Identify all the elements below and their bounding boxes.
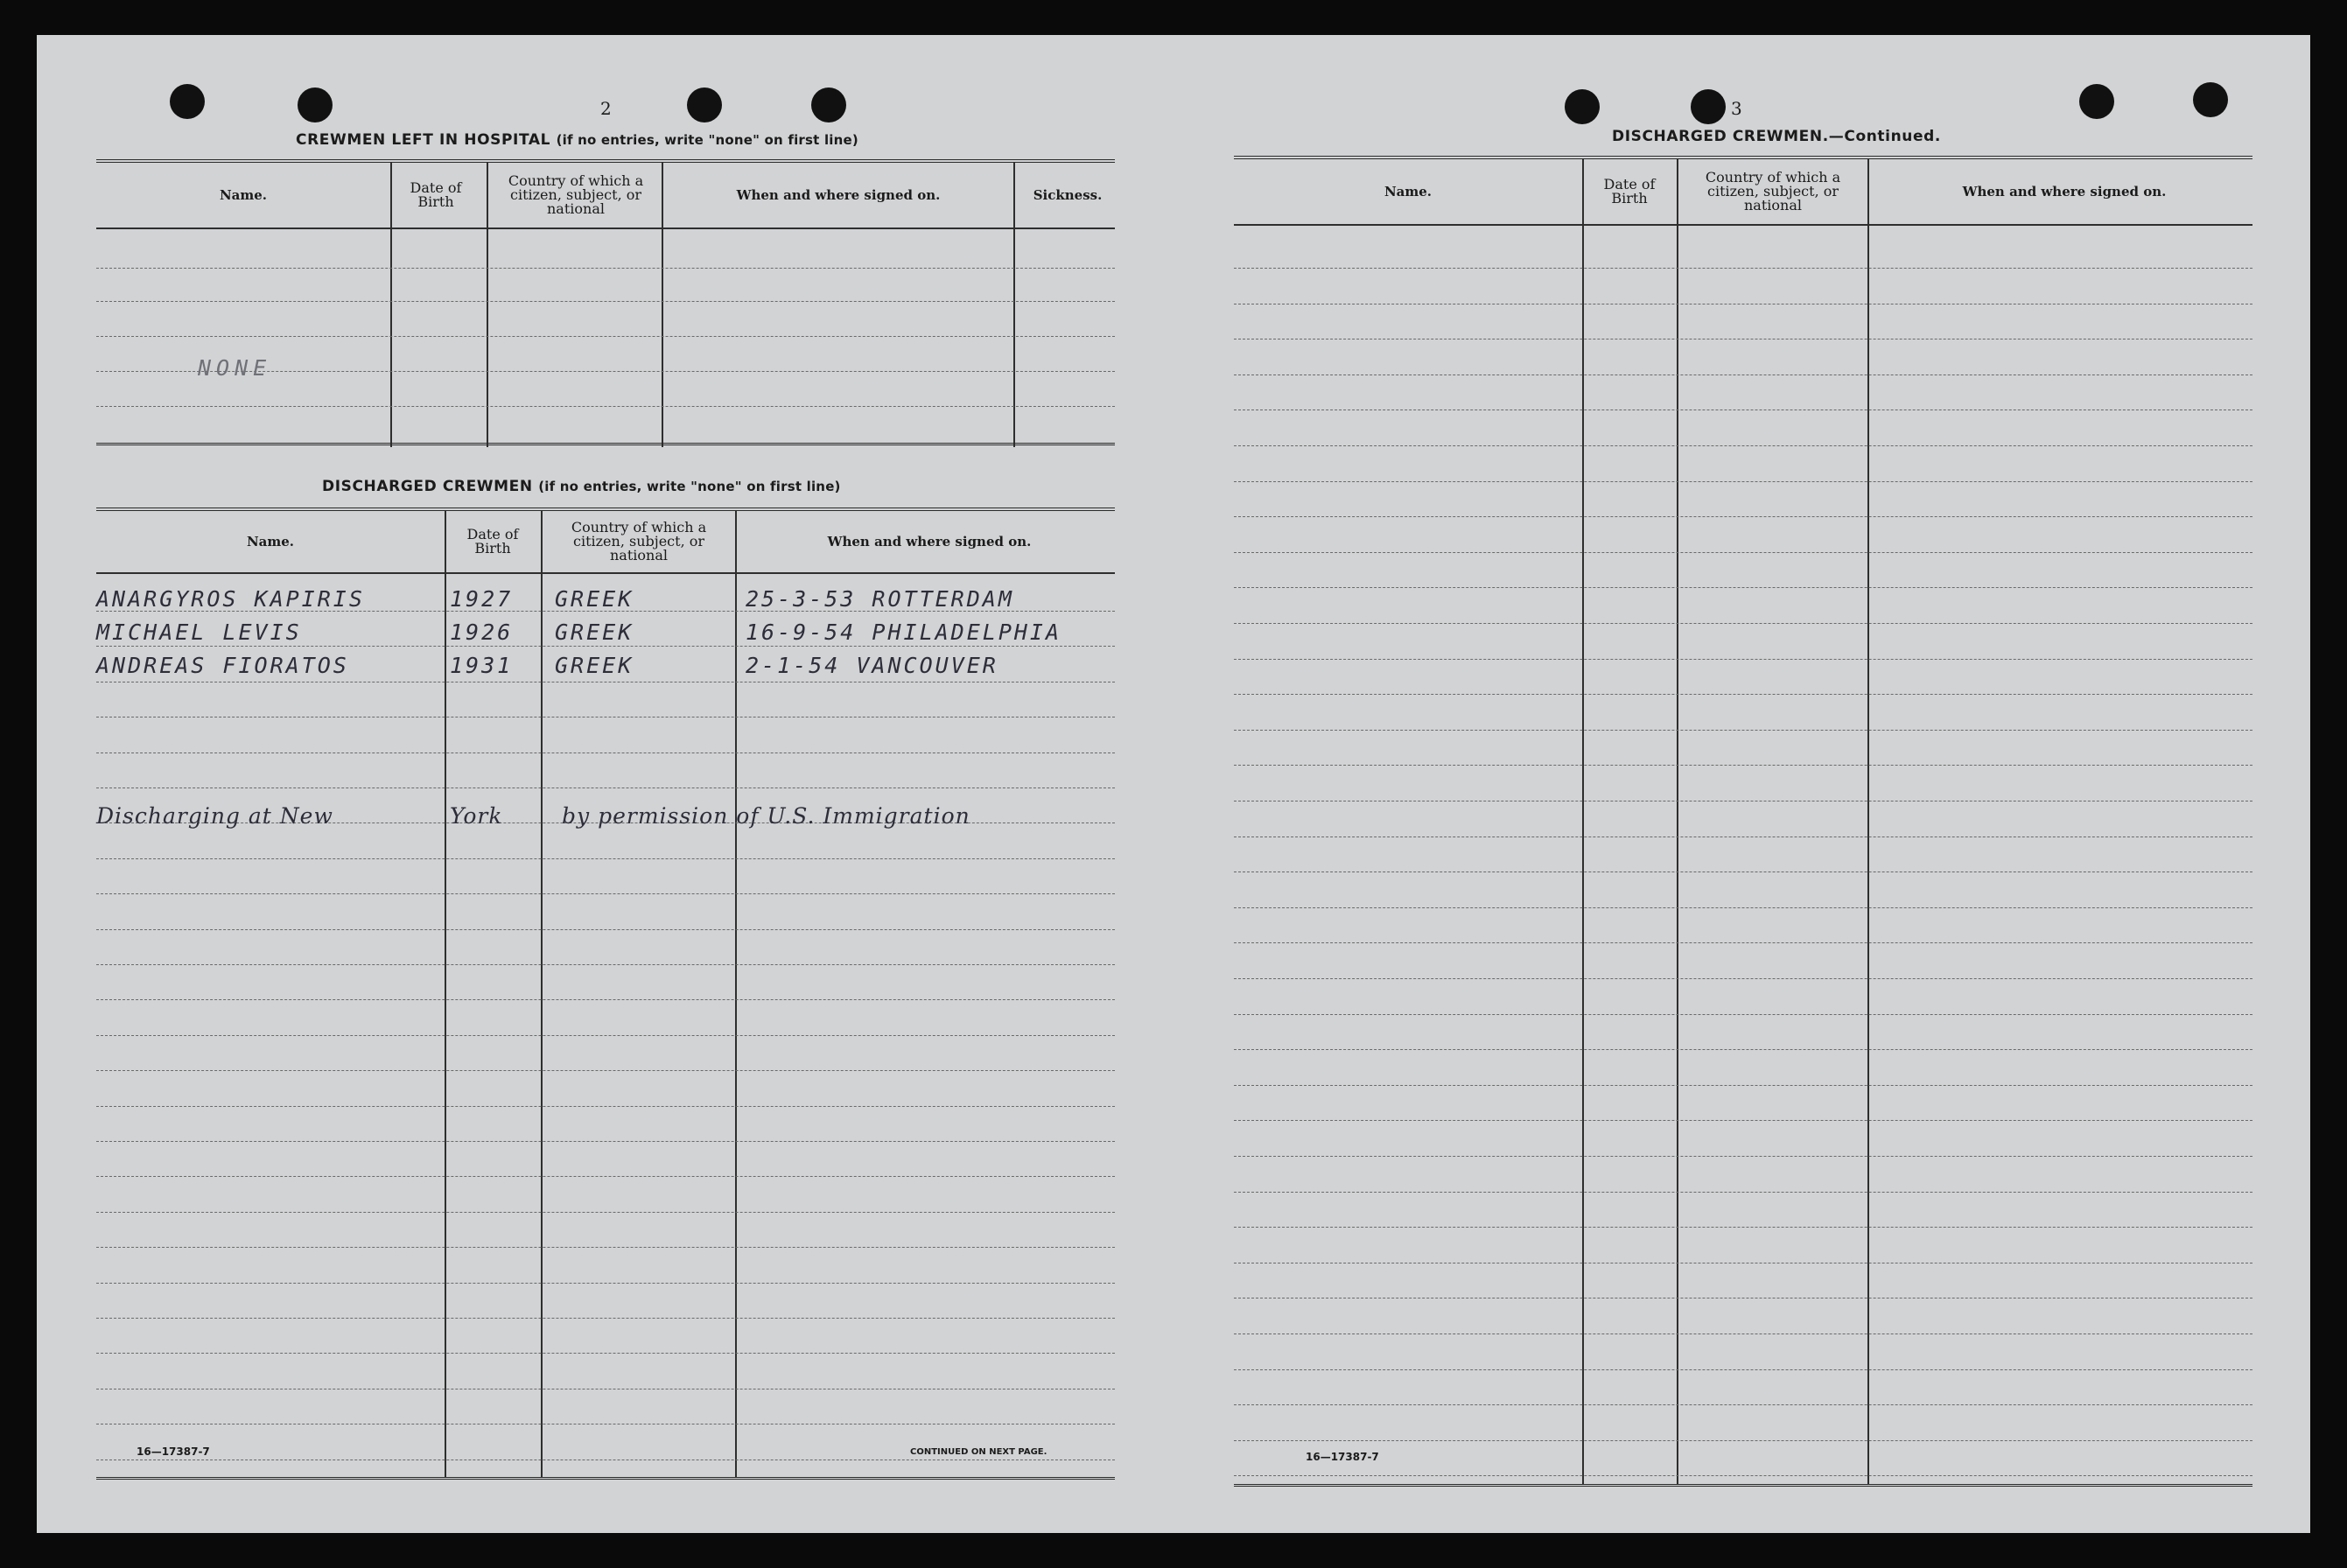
ruled-line: [96, 646, 1115, 647]
ruled-line: [1234, 1085, 2252, 1086]
col-header-birth: Date of Birth: [1603, 176, 1656, 206]
ruled-line: [1234, 1263, 2252, 1264]
ruled-line: [96, 858, 1115, 859]
remark-rest: by permission of U.S. Immigration: [562, 803, 970, 829]
ruled-line: [1234, 1156, 2252, 1157]
discharged-table: [96, 508, 1115, 1484]
remark-birth: York: [450, 803, 503, 829]
entry-signed: 25-3-53 ROTTERDAM: [746, 586, 1014, 612]
col-header-signed: When and where signed on.: [827, 533, 1032, 550]
punch-hole: [2193, 82, 2228, 117]
entry-birth: 1926: [450, 620, 514, 645]
ruled-line: [1234, 1049, 2252, 1050]
punch-hole: [687, 88, 722, 122]
ruled-line: [96, 999, 1115, 1000]
entry-name: ANARGYROS KAPIRIS: [96, 586, 365, 612]
ruled-line: [1234, 587, 2252, 588]
hospital-title: CREWMEN LEFT IN HOSPITAL: [296, 131, 551, 149]
punch-hole: [1565, 89, 1600, 124]
ruled-line: [1234, 374, 2252, 375]
ruled-line: [96, 893, 1115, 894]
entry-country: GREEK: [555, 653, 634, 678]
entry-country: GREEK: [555, 620, 634, 645]
ruled-line: [96, 1247, 1115, 1248]
ruled-line: [96, 1106, 1115, 1107]
ruled-line: [96, 964, 1115, 965]
hospital-table: [96, 159, 1115, 452]
ruled-line: [1234, 339, 2252, 340]
continued-note: CONTINUED ON NEXT PAGE.: [910, 1447, 1047, 1457]
punch-hole: [298, 88, 333, 122]
entry-name: MICHAEL LEVIS: [96, 620, 302, 645]
discharged-continued-table: [1234, 156, 2252, 1489]
ruled-line: [1234, 1440, 2252, 1441]
left-page: [37, 35, 1157, 1533]
punch-hole: [811, 88, 846, 122]
document-sheet: [37, 35, 2310, 1533]
entry-signed: 16-9-54 PHILADELPHIA: [746, 620, 1062, 645]
ruled-line: [96, 1318, 1115, 1319]
ruled-line: [96, 1035, 1115, 1036]
ruled-line: [1234, 1369, 2252, 1370]
ruled-line: [1234, 694, 2252, 695]
ruled-line: [96, 1212, 1115, 1213]
discharged-title: DISCHARGED CREWMEN: [322, 478, 533, 495]
ruled-line: [96, 929, 1115, 930]
ruled-line: [96, 1283, 1115, 1284]
page-number: 3: [1731, 98, 1742, 119]
punch-hole: [2079, 84, 2114, 119]
hospital-heading: [296, 131, 858, 149]
entry-name: ANDREAS FIORATOS: [96, 653, 349, 678]
ruled-line: [1234, 1192, 2252, 1193]
col-header-country: Country of which a citizen, subject, or national: [508, 172, 644, 217]
punch-hole: [1691, 89, 1726, 124]
ruled-line: [1234, 1120, 2252, 1121]
ruled-line: [1234, 978, 2252, 979]
punch-hole: [170, 84, 205, 119]
ruled-line: [1234, 1227, 2252, 1228]
discharged-heading: [322, 478, 841, 495]
ruled-line: [1234, 836, 2252, 837]
ruled-line: [1234, 730, 2252, 731]
ruled-line: [1234, 445, 2252, 446]
ruled-line: [1234, 801, 2252, 802]
ruled-line: [96, 1389, 1115, 1390]
ruled-line: [1234, 1404, 2252, 1405]
page-number: 2: [600, 98, 612, 119]
col-header-signed: When and where signed on.: [736, 186, 941, 203]
ruled-line: [1234, 942, 2252, 943]
entry-birth: 1931: [450, 653, 514, 678]
col-header-sickness: Sickness.: [1033, 186, 1103, 203]
right-page: [1192, 35, 2310, 1533]
ruled-line: [1234, 907, 2252, 908]
ruled-line: [96, 752, 1115, 753]
col-header-birth: Date of Birth: [410, 179, 462, 210]
form-number: 16—17387-7: [137, 1446, 210, 1458]
ruled-line: [96, 1176, 1115, 1177]
hospital-note: (if no entries, write "none" on first line): [556, 132, 858, 148]
ruled-line: [96, 717, 1115, 718]
ruled-line: [96, 1141, 1115, 1142]
form-number: 16—17387-7: [1306, 1451, 1379, 1463]
ruled-line: [1234, 481, 2252, 482]
continued-heading: DISCHARGED CREWMEN.—Continued.: [1612, 128, 1941, 145]
col-header-name: Name.: [1384, 183, 1433, 200]
ruled-line: [1234, 623, 2252, 624]
entry-country: GREEK: [555, 586, 634, 612]
col-header-name: Name.: [246, 533, 295, 550]
ruled-line: [1234, 1475, 2252, 1476]
ruled-line: [1234, 552, 2252, 553]
hospital-entry: NONE: [198, 355, 272, 381]
ruled-line: [1234, 659, 2252, 660]
ruled-line: [1234, 516, 2252, 517]
col-header-country: Country of which a citizen, subject, or national: [571, 519, 707, 564]
entry-birth: 1927: [450, 586, 514, 612]
col-header-name: Name.: [219, 186, 268, 203]
col-header-country: Country of which a citizen, subject, or national: [1705, 169, 1841, 214]
col-header-signed: When and where signed on.: [1962, 183, 2167, 200]
ruled-line: [1234, 268, 2252, 269]
ruled-line: [1234, 1014, 2252, 1015]
discharged-note: (if no entries, write "none" on first line): [538, 479, 841, 494]
ruled-line: [96, 1070, 1115, 1071]
ruled-line: [1234, 765, 2252, 766]
remark-name: Discharging at New: [96, 803, 333, 829]
ruled-line: [96, 1353, 1115, 1354]
col-header-birth: Date of Birth: [466, 526, 519, 556]
entry-signed: 2-1-54 VANCOUVER: [746, 653, 998, 678]
